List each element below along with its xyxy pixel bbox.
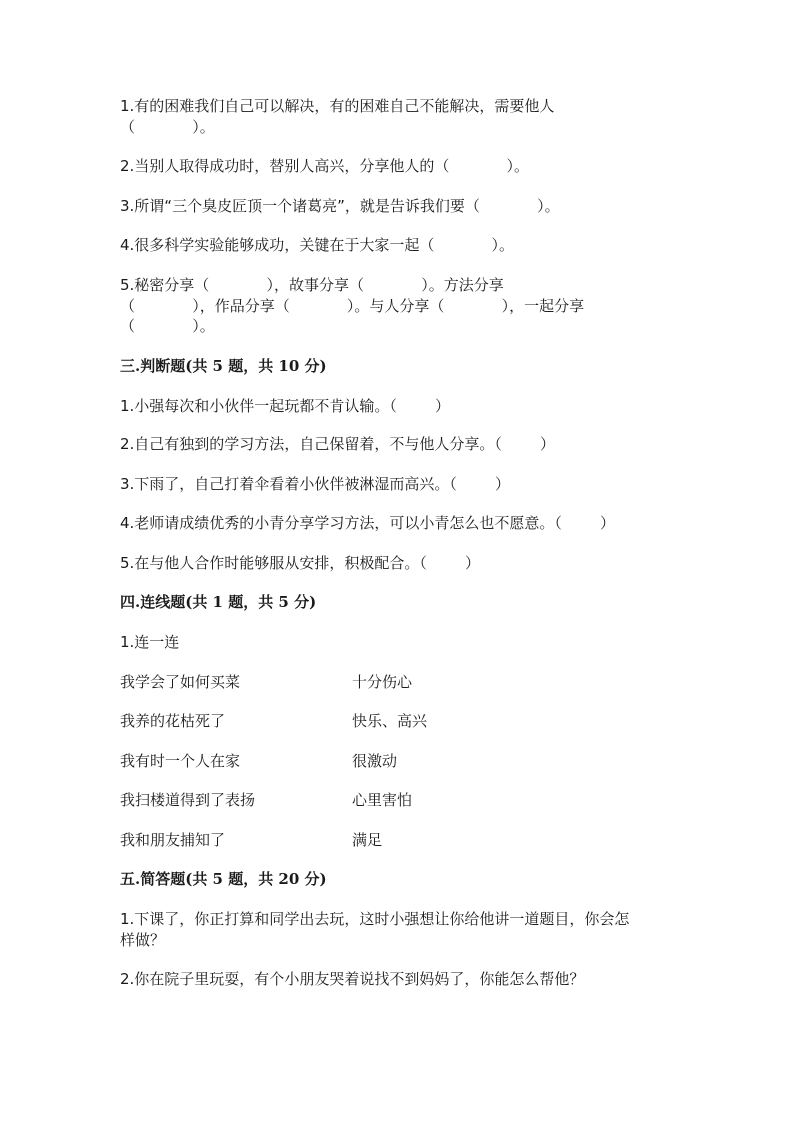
match-left-4: 我扫楼道得到了表扬	[120, 791, 256, 809]
fill-question-2: 2.当别人取得成功时，替别人高兴，分享他人的（ ）。	[120, 157, 530, 175]
short-answer-1-line-1: 1.下课了，你正打算和同学出去玩，这时小强想让你给他讲一道题目，你会怎	[120, 910, 630, 928]
short-answer-1-line-2: 样做？	[120, 931, 166, 949]
match-right-1: 十分伤心	[352, 673, 413, 691]
fill-question-1-line-2: （ ）。	[120, 118, 215, 136]
section-5-title: 五.简答题(共 5 题，共 20 分)	[120, 870, 327, 888]
fill-question-3: 3.所谓“三个臭皮匠顶一个诸葛亮”，就是告诉我们要（ ）。	[120, 197, 560, 215]
match-right-2: 快乐、高兴	[352, 712, 428, 730]
judge-item-2: 2.自己有独到的学习方法，自己保留着，不与他人分享。（ ）	[120, 435, 555, 453]
short-answer-2: 2.你在院子里玩耍，有个小朋友哭着说找不到妈妈了，你能怎么帮他？	[120, 970, 585, 988]
judge-item-3: 3.下雨了，自己打着伞看着小伙伴被淋湿而高兴。（ ）	[120, 475, 510, 493]
match-right-4: 心里害怕	[352, 791, 413, 809]
fill-question-5-line-2: （ ），作品分享（ ）。与人分享（ ），一起分享	[120, 297, 585, 315]
fill-question-1-line-1: 1.有的困难我们自己可以解决，有的困难自己不能解决，需要他人	[120, 97, 555, 115]
judge-item-1: 1.小强每次和小伙伴一起玩都不肯认输。（ ）	[120, 397, 450, 415]
section-4-title: 四.连线题(共 1 题，共 5 分)	[120, 593, 317, 611]
match-right-5: 满足	[352, 831, 383, 849]
matching-question: 1.连一连	[120, 633, 180, 651]
match-left-2: 我养的花枯死了	[120, 712, 226, 730]
match-right-3: 很激动	[352, 752, 398, 770]
fill-question-5-line-1: 5.秘密分享（ ），故事分享（ ）。方法分享	[120, 276, 504, 294]
fill-question-5-line-3: （ ）。	[120, 317, 215, 335]
judge-item-4: 4.老师请成绩优秀的小青分享学习方法，可以小青怎么也不愿意。（ ）	[120, 514, 615, 532]
judge-item-5: 5.在与他人合作时能够服从安排，积极配合。（ ）	[120, 554, 480, 572]
section-3-title: 三.判断题(共 5 题，共 10 分)	[120, 357, 327, 375]
fill-question-4: 4.很多科学实验能够成功，关键在于大家一起（ ）。	[120, 236, 515, 254]
match-left-1: 我学会了如何买菜	[120, 673, 241, 691]
match-left-5: 我和朋友捕知了	[120, 831, 226, 849]
match-left-3: 我有时一个人在家	[120, 752, 241, 770]
